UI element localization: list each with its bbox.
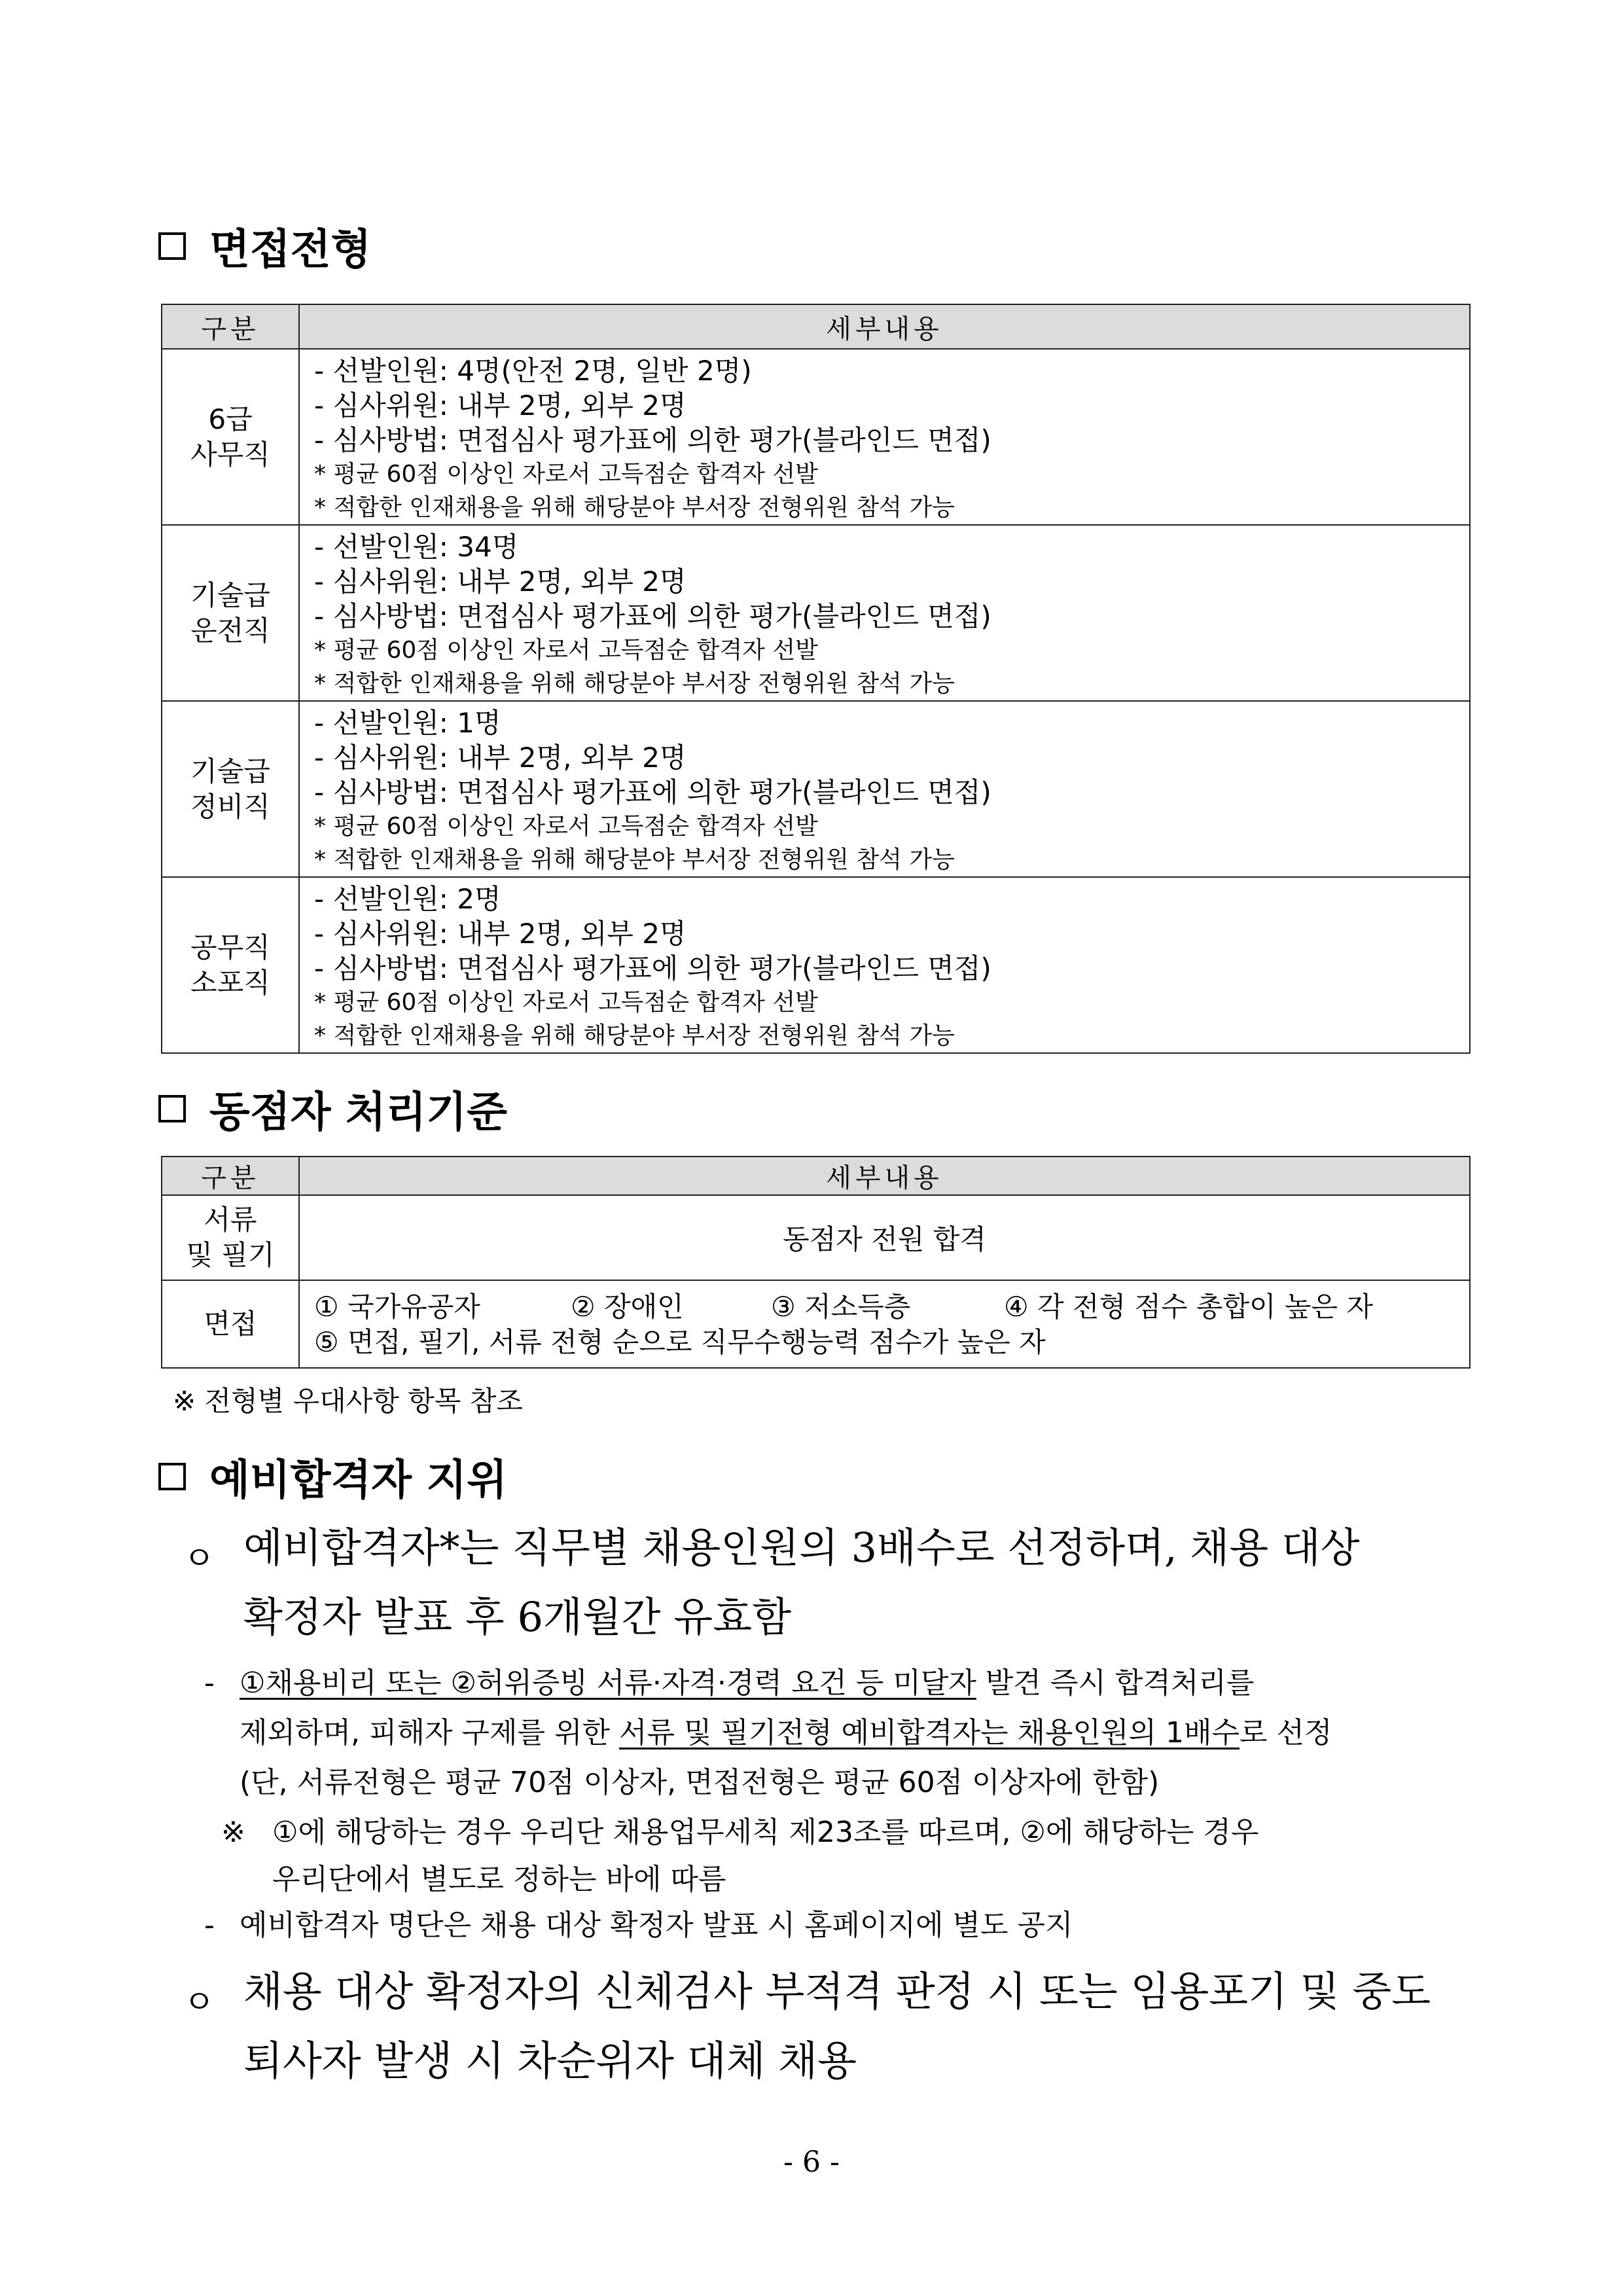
priority-line-2: ⑤ 면접, 필기, 서류 전형 순으로 직무수행능력 점수가 높은 자 [314, 1325, 1046, 1358]
checkbox-square-icon [158, 1463, 186, 1490]
section-title-text: 면접전형 [209, 226, 372, 274]
detail-note: * 적합한 인재채용을 위해 해당분야 부서장 전형위원 참석 가능 [314, 1022, 955, 1049]
interview-table [161, 304, 1471, 1054]
sub-line [240, 1659, 1254, 1708]
tie-table [161, 1156, 1471, 1369]
ref-line: ①에 해당하는 경우 우리단 채용업무세칙 제23조를 따르며, ②에 해당하는 경우 [272, 1816, 1259, 1849]
detail-note: * 평균 60점 이상인 자로서 고득점순 합격자 선발 [314, 989, 818, 1016]
section-title-text: 예비합격자 지위 [209, 1456, 508, 1505]
checkbox-square-icon [158, 232, 186, 260]
detail-line: - 심사위원: 내부 2명, 외부 2명 [314, 742, 687, 774]
underlined-text: ①채용비리 또는 ②허위증빙 서류·자격·경력 요건 등 미달자 [240, 1666, 976, 1700]
bullet-line: 채용 대상 확정자의 신체검사 부적격 판정 시 또는 임용포기 및 중도 [243, 1967, 1431, 2015]
detail-line: - 심사방법: 면접심사 평가표에 의한 평가(블라인드 면접) [314, 424, 991, 456]
detail-line: - 심사위원: 내부 2명, 외부 2명 [314, 389, 687, 422]
detail-line: - 선발인원: 4명(안전 2명, 일반 2명) [314, 355, 752, 387]
table-row [162, 349, 1470, 525]
sub-line: (단, 서류전형은 평균 70점 이상자, 면접전형은 평균 60점 이상자에 한함) [240, 1766, 1160, 1799]
row-category: 기술급 운전직 [162, 525, 299, 701]
reserve-sub-1 [204, 1659, 1332, 1799]
table-row [162, 877, 1470, 1053]
row-category: 6급 사무직 [162, 349, 299, 525]
header-details: 세부내용 [299, 304, 1470, 349]
bullet-line: 예비합격자*는 직무별 채용인원의 3배수로 선정하며, 채용 대상 [243, 1524, 1360, 1571]
underlined-text: 서류 및 필기전형 예비합격자는 채용인원의 1배수 [618, 1716, 1240, 1749]
row-category: 서류 및 필기 [162, 1195, 299, 1280]
row-details [299, 349, 1470, 525]
priority-list [314, 1289, 1469, 1325]
detail-note: * 평균 60점 이상인 자로서 고득점순 합격자 선발 [314, 461, 818, 488]
detail-line: - 선발인원: 2명 [314, 883, 501, 915]
detail-note: * 평균 60점 이상인 자로서 고득점순 합격자 선발 [314, 637, 818, 664]
reference-mark: ※ [221, 1816, 245, 1849]
table-row [162, 701, 1470, 877]
section-title-interview [158, 216, 371, 276]
detail-line: - 심사위원: 내부 2명, 외부 2명 [314, 918, 687, 950]
section-title-tie [158, 1079, 507, 1139]
priority-item: ③ 저소득층 [771, 1290, 911, 1323]
row-details [299, 701, 1470, 877]
bullet-line: 퇴사자 발생 시 차순위자 대체 채용 [243, 2037, 857, 2085]
detail-line: - 심사위원: 내부 2명, 외부 2명 [314, 565, 687, 598]
priority-item: ① 국가유공자 [314, 1290, 480, 1323]
table-row [162, 1195, 1470, 1280]
priority-item: ④ 각 전형 점수 총합이 높은 자 [1004, 1290, 1374, 1323]
sub-line: 예비합격자 명단은 채용 대상 확정자 발표 시 홈페이지에 별도 공지 [240, 1909, 1073, 1942]
sub-line [240, 1708, 1332, 1758]
circle-bullet-icon: ㅇ [183, 1983, 215, 2021]
reserve-sub-2 [204, 1901, 1073, 1950]
table-row [162, 1280, 1470, 1368]
table-row [162, 525, 1470, 701]
row-details [299, 525, 1470, 701]
detail-line: - 선발인원: 34명 [314, 531, 519, 563]
row-details [299, 877, 1470, 1053]
header-category: 구분 [162, 304, 299, 349]
table-header-row [162, 1157, 1470, 1195]
priority-item: ② 장애인 [571, 1290, 684, 1323]
detail-line: - 심사방법: 면접심사 평가표에 의한 평가(블라인드 면접) [314, 776, 991, 808]
header-details: 세부내용 [299, 1157, 1470, 1195]
row-details [299, 1280, 1470, 1368]
row-category: 면접 [162, 1280, 299, 1368]
detail-note: * 평균 60점 이상인 자로서 고득점순 합격자 선발 [314, 813, 818, 840]
plain-text: 로 선정 [1240, 1716, 1332, 1749]
detail-note: * 적합한 인재채용을 위해 해당분야 부서장 전형위원 참석 가능 [314, 846, 955, 873]
circle-bullet-icon: ㅇ [183, 1539, 215, 1577]
tie-note: ※ 전형별 우대사항 항목 참조 [173, 1385, 523, 1417]
row-content: 동점자 전원 합격 [299, 1195, 1470, 1280]
detail-line: - 선발인원: 1명 [314, 707, 501, 739]
detail-note: * 적합한 인재채용을 위해 해당분야 부서장 전형위원 참석 가능 [314, 494, 955, 521]
header-category: 구분 [162, 1157, 299, 1195]
plain-text: 제외하며, 피해자 구제를 위한 [240, 1716, 619, 1749]
table-header-row [162, 304, 1470, 349]
row-category: 공무직 소포직 [162, 877, 299, 1053]
dash-marker: - [204, 1909, 215, 1942]
reserve-ref [221, 1808, 1259, 1896]
page-number: - 6 - [783, 2145, 840, 2179]
detail-line: - 심사방법: 면접심사 평가표에 의한 평가(블라인드 면접) [314, 600, 991, 632]
section-title-reserve [158, 1446, 507, 1507]
detail-line: - 심사방법: 면접심사 평가표에 의한 평가(블라인드 면접) [314, 952, 991, 984]
bullet-line: 확정자 발표 후 6개월간 유효함 [243, 1593, 791, 1641]
section-title-text: 동점자 처리기준 [209, 1088, 508, 1137]
dash-marker: - [204, 1666, 215, 1700]
detail-note: * 적합한 인재채용을 위해 해당분야 부서장 전형위원 참석 가능 [314, 670, 955, 697]
ref-line: 우리단에서 별도로 정하는 바에 따름 [272, 1863, 726, 1896]
row-category: 기술급 정비직 [162, 701, 299, 877]
plain-text: 발견 즉시 합격처리를 [976, 1666, 1255, 1700]
checkbox-square-icon [158, 1095, 186, 1122]
